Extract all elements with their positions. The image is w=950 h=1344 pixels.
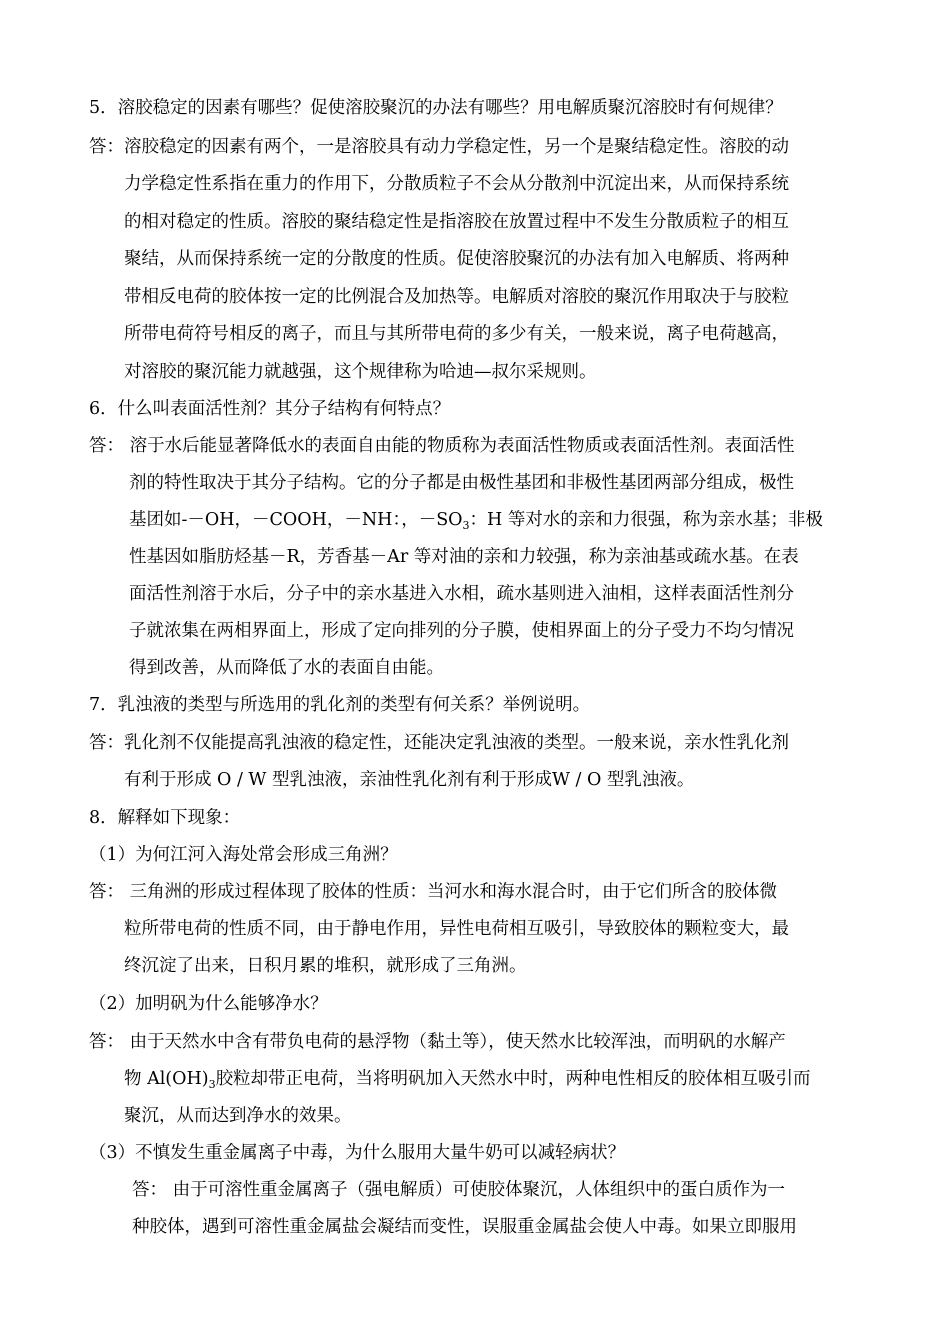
answer-8-2-line-1: 答： 由于天然水中含有带负电荷的悬浮物（黏土等），使天然水比较浑浊，而明矾的水解产	[89, 1032, 786, 1052]
answer-6-line-3-rest: ：H 等对水的亲和力很强，称为亲水基；非极	[469, 510, 823, 530]
answer-8-3-line-2: 种胶体，遇到可溶性重金属盐会凝结而变性，误服重金属盐会使人中毒。如果立即服用	[132, 1217, 797, 1237]
answer-6-line-3-text: 基团如-－OH，－COOH，－NH：，－SO	[129, 510, 463, 530]
aloh3-subscript: 3	[208, 1078, 216, 1091]
question-8: 8．解释如下现象：	[89, 808, 241, 828]
answer-6-line-2: 剂的特性取决于其分子结构。它的分子都是由极性基团和非极性基团两部分组成，极性	[129, 473, 794, 493]
subquestion-8-2: （2）加明矾为什么能够净水？	[89, 994, 328, 1014]
answer-8-1-line-1: 答： 三角洲的形成过程体现了胶体的性质：当河水和海水混合时，由于它们所含的胶体微	[89, 882, 778, 902]
subquestion-8-3: （3）不慎发生重金属离子中毒，为什么服用大量牛奶可以减轻病状？	[89, 1143, 626, 1163]
answer-5-line-3: 的相对稳定的性质。溶胶的聚结稳定性是指溶胶在放置过程中不发生分散质粒子的相互	[124, 212, 789, 232]
answer-6-line-5: 面活性剂溶于水后，分子中的亲水基进入水相，疏水基则进入油相，这样表面活性剂分	[129, 584, 794, 604]
answer-6-line-1: 答： 溶于水后能显著降低水的表面自由能的物质称为表面活性物质或表面活性剂。表面活性	[89, 436, 795, 456]
answer-5-line-4: 聚结，从而保持系统一定的分散度的性质。促使溶胶聚沉的办法有加入电解质、将两种	[124, 249, 789, 269]
answer-8-2-line-3: 聚沉，从而达到净水的效果。	[124, 1106, 352, 1126]
answer-8-2-line-2-text: 物 Al(OH)	[124, 1069, 209, 1089]
answer-6-line-7: 得到改善，从而降低了水的表面自由能。	[129, 658, 444, 678]
answer-5-line-6: 所带电荷符号相反的离子，而且与其所带电荷的多少有关，一般来说，离子电荷越高，	[124, 324, 789, 344]
answer-6-line-4: 性基因如脂肪烃基－R，芳香基－Ar 等对油的亲和力较强，称为亲油基或疏水基。在表	[129, 547, 799, 567]
answer-8-3-line-1: 答： 由于可溶性重金属离子（强电解质）可使胶体聚沉，人体组织中的蛋白质作为一	[132, 1180, 786, 1200]
answer-6-line-6: 子就浓集在两相界面上，形成了定向排列的分子膜，使相界面上的分子受力不均匀情况	[129, 621, 794, 641]
answer-8-2-line-2-rest: 胶粒却带正电荷，当将明矾加入天然水中时，两种电性相反的胶体相互吸引而	[215, 1069, 811, 1089]
so3-subscript: 3	[462, 519, 470, 532]
question-6: 6．什么叫表面活性剂？其分子结构有何特点？	[89, 399, 451, 419]
answer-5-line-2: 力学稳定性系指在重力的作用下，分散质粒子不会从分散剂中沉淀出来，从而保持系统	[124, 174, 789, 194]
answer-7-line-2: 有利于形成 O / W 型乳浊液，亲油性乳化剂有利于形成W / O 型乳浊液。	[124, 770, 695, 790]
answer-5-line-5: 带相反电荷的胶体按一定的比例混合及加热等。电解质对溶胶的聚沉作用取决于与胶粒	[124, 287, 789, 307]
answer-6-line-3	[129, 508, 823, 532]
answer-8-1-line-2: 粒所带电荷的性质不同，由于静电作用，异性电荷相互吸引，导致胶体的颗粒变大，最	[124, 919, 789, 939]
answer-8-1-line-3: 终沉淀了出来，日积月累的堆积，就形成了三角洲。	[124, 956, 527, 976]
answer-5-line-1: 答：溶胶稳定的因素有两个，一是溶胶具有动力学稳定性，另一个是聚结稳定性。溶胶的动	[89, 137, 789, 157]
answer-5-line-7: 对溶胶的聚沉能力就越强，这个规律称为哈迪—叔尔采规则。	[124, 362, 597, 382]
question-5: 5．溶胶稳定的因素有哪些？促使溶胶聚沉的办法有哪些？用电解质聚沉溶胶时有何规律？	[89, 98, 783, 118]
subquestion-8-1: （1）为何江河入海处常会形成三角洲？	[89, 845, 398, 865]
answer-8-2-line-2	[124, 1067, 811, 1091]
answer-7-line-1: 答：乳化剂不仅能提高乳浊液的稳定性，还能决定乳浊液的类型。一般来说，亲水性乳化剂	[89, 733, 789, 753]
question-7: 7．乳浊液的类型与所选用的乳化剂的类型有何关系？举例说明。	[89, 695, 591, 715]
